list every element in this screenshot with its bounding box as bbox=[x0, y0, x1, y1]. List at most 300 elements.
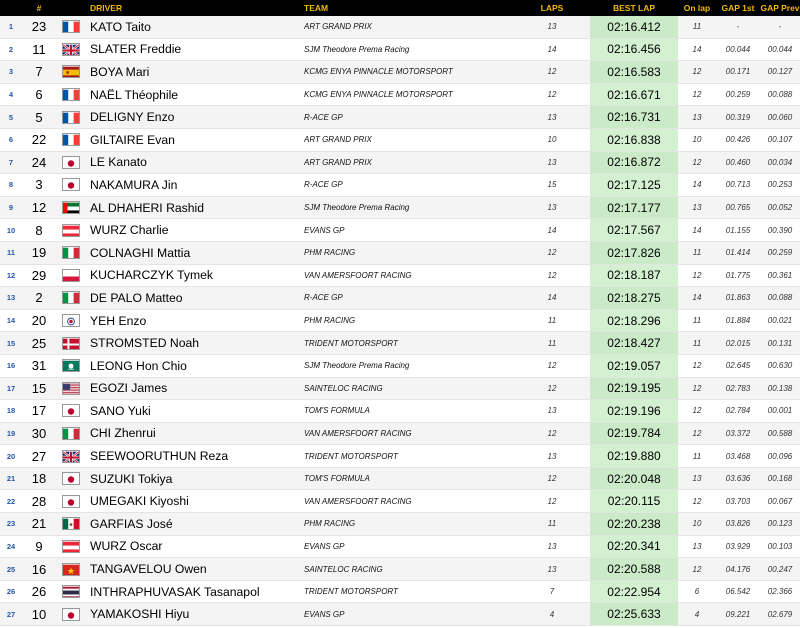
best-lap-cell: 02:19.880 bbox=[590, 445, 678, 467]
position-cell: 23 bbox=[6, 519, 16, 529]
position-cell: 4 bbox=[8, 90, 14, 100]
team-cell: SJM Theodore Prema Racing bbox=[304, 203, 410, 213]
on-lap-cell: 13 bbox=[692, 112, 702, 122]
table-row[interactable] bbox=[0, 265, 800, 288]
gap-prev-cell: 00.021 bbox=[767, 316, 793, 326]
position-cell: 3 bbox=[8, 67, 14, 77]
laps-cell: 11 bbox=[547, 338, 557, 348]
laps-cell: 13 bbox=[547, 22, 557, 32]
gap-prev-cell: 00.067 bbox=[767, 496, 793, 506]
flag-cell bbox=[56, 450, 86, 463]
on-lap-cell: 13 bbox=[692, 474, 702, 484]
gap-first-cell: 00.460 bbox=[725, 157, 751, 167]
on-lap-cell: 12 bbox=[692, 496, 702, 506]
driver-name-cell[interactable]: AL DHAHERI Rashid bbox=[90, 200, 205, 215]
gap-prev-cell: 00.060 bbox=[767, 112, 793, 122]
table-row[interactable] bbox=[0, 310, 800, 333]
italy-flag-icon bbox=[62, 427, 80, 440]
gap-first-cell: 00.713 bbox=[725, 180, 751, 190]
gap-first-cell: 00.426 bbox=[725, 135, 751, 145]
best-lap-cell: 02:18.275 bbox=[590, 287, 678, 309]
on-lap-cell: 11 bbox=[692, 248, 702, 258]
gap-first-cell: 01.863 bbox=[725, 293, 751, 303]
laps-cell: 13 bbox=[547, 541, 557, 551]
flag-cell bbox=[56, 269, 86, 282]
flag-cell bbox=[56, 382, 86, 395]
gap-prev-cell: 00.096 bbox=[767, 451, 793, 461]
driver-name-cell[interactable]: NAËL Théophile bbox=[90, 87, 179, 102]
position-cell: 22 bbox=[6, 496, 16, 506]
team-cell: SJM Theodore Prema Racing bbox=[304, 361, 410, 371]
driver-name-cell[interactable]: LE Kanato bbox=[90, 155, 147, 170]
position-cell: 19 bbox=[6, 428, 16, 438]
car-number-cell: 20 bbox=[31, 313, 47, 329]
driver-name-cell[interactable]: STROMSTED Noah bbox=[90, 336, 200, 351]
laps-cell: 10 bbox=[547, 135, 557, 145]
gap-prev-cell: 00.001 bbox=[767, 406, 793, 416]
on-lap-cell: 10 bbox=[692, 519, 702, 529]
car-number-cell: 30 bbox=[31, 425, 47, 441]
team-cell: VAN AMERSFOORT RACING bbox=[304, 270, 412, 280]
best-lap-cell: 02:17.567 bbox=[590, 219, 678, 241]
driver-name-cell[interactable]: KUCHARCZYK Tymek bbox=[90, 268, 214, 283]
team-cell: SJM Theodore Prema Racing bbox=[304, 44, 410, 54]
table-row[interactable] bbox=[0, 39, 800, 62]
table-header bbox=[0, 0, 800, 16]
driver-name-cell[interactable]: NAKAMURA Jin bbox=[90, 177, 178, 192]
position-cell: 15 bbox=[6, 338, 16, 348]
position-cell: 20 bbox=[6, 451, 16, 461]
gap-prev-cell: 00.588 bbox=[767, 428, 793, 438]
position-cell: 14 bbox=[6, 316, 16, 326]
position-cell: 7 bbox=[8, 157, 14, 167]
italy-flag-icon bbox=[62, 246, 80, 259]
best-lap-cell: 02:18.187 bbox=[590, 265, 678, 287]
car-number-cell: 8 bbox=[35, 222, 43, 238]
table-row[interactable] bbox=[0, 174, 800, 197]
gap-first-cell: 00.044 bbox=[725, 44, 751, 54]
car-number-cell: 15 bbox=[31, 380, 47, 396]
team-cell: VAN AMERSFOORT RACING bbox=[304, 428, 412, 438]
laps-cell: 7 bbox=[549, 587, 555, 597]
gap-first-cell: 00.765 bbox=[725, 203, 751, 213]
header-team[interactable]: TEAM bbox=[304, 3, 329, 13]
gap-first-cell: 01.155 bbox=[725, 225, 751, 235]
on-lap-cell: 12 bbox=[692, 428, 702, 438]
best-lap-cell: 02:17.125 bbox=[590, 174, 678, 196]
table-row[interactable] bbox=[0, 84, 800, 107]
on-lap-cell: 12 bbox=[692, 564, 702, 574]
table-row[interactable] bbox=[0, 378, 800, 401]
header-driver[interactable]: DRIVER bbox=[90, 3, 123, 13]
car-number-cell: 3 bbox=[35, 177, 43, 193]
laps-cell: 13 bbox=[547, 451, 557, 461]
on-lap-cell: 13 bbox=[692, 203, 702, 213]
gap-prev-cell: 00.088 bbox=[767, 293, 793, 303]
gap-first-cell: 03.703 bbox=[725, 496, 751, 506]
flag-cell bbox=[56, 472, 86, 485]
on-lap-cell: 12 bbox=[692, 383, 702, 393]
best-lap-cell: 02:20.115 bbox=[590, 490, 678, 512]
position-cell: 13 bbox=[6, 293, 16, 303]
laps-cell: 4 bbox=[549, 609, 555, 619]
team-cell: EVANS GP bbox=[304, 609, 345, 619]
on-lap-cell: 12 bbox=[692, 406, 702, 416]
best-lap-cell: 02:19.057 bbox=[590, 355, 678, 377]
position-cell: 11 bbox=[7, 248, 15, 258]
best-lap-cell: 02:16.412 bbox=[590, 16, 678, 38]
car-number-cell: 28 bbox=[31, 493, 47, 509]
driver-name-cell[interactable]: WURZ Oscar bbox=[90, 539, 163, 554]
gap-first-cell: 00.319 bbox=[725, 112, 751, 122]
usa-flag-icon bbox=[62, 382, 80, 395]
laps-cell: 14 bbox=[547, 293, 557, 303]
position-cell: 2 bbox=[8, 44, 14, 54]
car-number-cell: 31 bbox=[31, 358, 47, 374]
laps-cell: 13 bbox=[547, 112, 557, 122]
car-number-cell: 21 bbox=[31, 516, 47, 532]
italy-flag-icon bbox=[62, 291, 80, 304]
gap-prev-cell: 02.679 bbox=[767, 609, 793, 619]
table-row[interactable] bbox=[0, 332, 800, 355]
on-lap-cell: 11 bbox=[692, 338, 702, 348]
best-lap-cell: 02:19.784 bbox=[590, 423, 678, 445]
france-flag-icon bbox=[62, 88, 80, 101]
driver-name-cell[interactable]: SANO Yuki bbox=[90, 403, 151, 418]
flag-cell bbox=[56, 563, 86, 576]
best-lap-cell: 02:20.341 bbox=[590, 536, 678, 558]
table-row[interactable] bbox=[0, 129, 800, 152]
gap-first-cell: 04.176 bbox=[725, 564, 751, 574]
driver-name-cell[interactable]: BOYA Mari bbox=[90, 64, 150, 79]
position-cell: 17 bbox=[6, 383, 16, 393]
gap-first-cell: 02.784 bbox=[725, 406, 751, 416]
flag-cell bbox=[56, 224, 86, 237]
team-cell: TOM'S FORMULA bbox=[304, 474, 370, 484]
laps-cell: 15 bbox=[547, 180, 557, 190]
car-number-cell: 12 bbox=[31, 200, 47, 216]
position-cell: 6 bbox=[8, 135, 14, 145]
driver-name-cell[interactable]: UMEGAKI Kiyoshi bbox=[90, 494, 189, 509]
position-cell: 25 bbox=[6, 564, 16, 574]
gap-prev-cell: 02.366 bbox=[767, 587, 793, 597]
on-lap-cell: 14 bbox=[692, 225, 702, 235]
best-lap-cell: 02:19.196 bbox=[590, 400, 678, 422]
gap-first-cell: 02.015 bbox=[725, 338, 751, 348]
position-cell: 8 bbox=[8, 180, 14, 190]
best-lap-cell: 02:16.583 bbox=[590, 61, 678, 83]
flag-cell bbox=[56, 178, 86, 191]
laps-cell: 12 bbox=[547, 90, 557, 100]
flag-cell bbox=[56, 156, 86, 169]
team-cell: TRIDENT MOTORSPORT bbox=[304, 451, 398, 461]
position-cell: 21 bbox=[6, 474, 16, 484]
flag-cell bbox=[56, 359, 86, 372]
car-number-cell: 10 bbox=[31, 606, 47, 622]
on-lap-cell: 6 bbox=[694, 587, 700, 597]
flag-cell bbox=[56, 427, 86, 440]
car-number-cell: 27 bbox=[31, 448, 47, 464]
team-cell: ART GRAND PRIX bbox=[304, 135, 372, 145]
car-number-cell: 11 bbox=[32, 41, 46, 57]
team-cell: KCMG ENYA PINNACLE MOTORSPORT bbox=[304, 67, 453, 77]
table-row[interactable] bbox=[0, 106, 800, 129]
driver-name-cell[interactable]: CHI Zhenrui bbox=[90, 426, 156, 441]
car-number-cell: 7 bbox=[35, 64, 43, 80]
on-lap-cell: 13 bbox=[692, 541, 702, 551]
driver-name-cell[interactable]: DELIGNY Enzo bbox=[90, 110, 175, 125]
laps-cell: 14 bbox=[547, 225, 557, 235]
best-lap-cell: 02:19.195 bbox=[590, 378, 678, 400]
car-number-cell: 18 bbox=[31, 471, 47, 487]
japan-flag-icon bbox=[62, 156, 80, 169]
team-cell: PHM RACING bbox=[304, 316, 356, 326]
gap-first-cell: 02.783 bbox=[725, 383, 751, 393]
on-lap-cell: 11 bbox=[692, 451, 702, 461]
japan-flag-icon bbox=[62, 608, 80, 621]
best-lap-cell: 02:17.177 bbox=[590, 197, 678, 219]
austria-flag-icon bbox=[62, 224, 80, 237]
header-best-lap[interactable]: BEST LAP bbox=[590, 0, 678, 16]
gap-prev-cell: 00.044 bbox=[767, 44, 793, 54]
japan-flag-icon bbox=[62, 404, 80, 417]
flag-cell bbox=[56, 201, 86, 214]
laps-cell: 13 bbox=[547, 406, 557, 416]
table-row[interactable] bbox=[0, 242, 800, 265]
position-cell: 16 bbox=[6, 361, 16, 371]
flag-cell bbox=[56, 404, 86, 417]
vietnam-flag-icon bbox=[62, 563, 80, 576]
best-lap-cell: 02:22.954 bbox=[590, 581, 678, 603]
gap-first-cell: 03.929 bbox=[725, 541, 751, 551]
team-cell: PHM RACING bbox=[304, 248, 356, 258]
gap-prev-cell: 00.088 bbox=[767, 90, 793, 100]
on-lap-cell: 12 bbox=[692, 361, 702, 371]
spain-flag-icon bbox=[62, 65, 80, 78]
flag-cell bbox=[56, 111, 86, 124]
gap-first-cell: 03.636 bbox=[725, 474, 751, 484]
table-row[interactable] bbox=[0, 581, 800, 604]
table-row[interactable] bbox=[0, 152, 800, 175]
france-flag-icon bbox=[62, 20, 80, 33]
gap-prev-cell: 00.131 bbox=[767, 338, 793, 348]
gap-prev-cell: 00.361 bbox=[767, 270, 793, 280]
gap-prev-cell: 00.247 bbox=[767, 564, 793, 574]
laps-cell: 12 bbox=[547, 474, 557, 484]
car-number-cell: 24 bbox=[31, 154, 47, 170]
team-cell: SAINTELOC RACING bbox=[304, 383, 383, 393]
team-cell: SAINTELOC RACING bbox=[304, 564, 383, 574]
driver-name-cell[interactable]: INTHRAPHUVASAK Tasanapol bbox=[90, 584, 260, 599]
on-lap-cell: 14 bbox=[692, 44, 702, 54]
flag-cell bbox=[56, 314, 86, 327]
table-row[interactable] bbox=[0, 468, 800, 491]
laps-cell: 12 bbox=[547, 361, 557, 371]
table-row[interactable] bbox=[0, 287, 800, 310]
team-cell: VAN AMERSFOORT RACING bbox=[304, 496, 412, 506]
team-cell: PHM RACING bbox=[304, 519, 356, 529]
driver-name-cell[interactable]: COLNAGHI Mattia bbox=[90, 245, 191, 260]
gap-prev-cell: 00.630 bbox=[767, 361, 793, 371]
best-lap-cell: 02:20.048 bbox=[590, 468, 678, 490]
gap-prev-cell: 00.034 bbox=[767, 157, 793, 167]
laps-cell: 12 bbox=[547, 270, 557, 280]
flag-cell bbox=[56, 540, 86, 553]
driver-name-cell[interactable]: EGOZI James bbox=[90, 381, 168, 396]
flag-cell bbox=[56, 43, 86, 56]
header-gap-first[interactable]: GAP 1st bbox=[721, 3, 755, 13]
flag-cell bbox=[56, 337, 86, 350]
laps-cell: 12 bbox=[547, 67, 557, 77]
on-lap-cell: 12 bbox=[692, 67, 702, 77]
gap-first-cell: 03.468 bbox=[725, 451, 751, 461]
laps-cell: 11 bbox=[547, 519, 557, 529]
car-number-cell: 22 bbox=[31, 132, 47, 148]
table-row[interactable] bbox=[0, 423, 800, 446]
driver-name-cell[interactable]: KATO Taito bbox=[90, 19, 151, 34]
driver-name-cell[interactable]: WURZ Charlie bbox=[90, 223, 169, 238]
laps-cell: 13 bbox=[547, 157, 557, 167]
team-cell: TOM'S FORMULA bbox=[304, 406, 370, 416]
on-lap-cell: 12 bbox=[692, 90, 702, 100]
car-number-cell: 29 bbox=[31, 267, 47, 283]
car-number-cell: 2 bbox=[35, 290, 43, 306]
team-cell: EVANS GP bbox=[304, 225, 345, 235]
flag-cell bbox=[56, 291, 86, 304]
table-row[interactable] bbox=[0, 61, 800, 84]
gap-first-cell: 06.542 bbox=[725, 587, 751, 597]
position-cell: 24 bbox=[6, 541, 16, 551]
gap-first-cell: 03.372 bbox=[725, 428, 751, 438]
gap-prev-cell: 00.107 bbox=[767, 135, 793, 145]
table-row[interactable] bbox=[0, 603, 800, 626]
table-row[interactable] bbox=[0, 16, 800, 39]
driver-name-cell[interactable]: SEEWOORUTHUN Reza bbox=[90, 449, 229, 464]
france-flag-icon bbox=[62, 133, 80, 146]
france-flag-icon bbox=[62, 111, 80, 124]
team-cell: EVANS GP bbox=[304, 541, 345, 551]
flag-cell bbox=[56, 20, 86, 33]
gap-prev-cell: - bbox=[778, 22, 782, 32]
best-lap-cell: 02:16.872 bbox=[590, 152, 678, 174]
japan-flag-icon bbox=[62, 495, 80, 508]
table-row[interactable] bbox=[0, 355, 800, 378]
austria-flag-icon bbox=[62, 540, 80, 553]
car-number-cell: 17 bbox=[31, 403, 47, 419]
table-row[interactable] bbox=[0, 219, 800, 242]
table-row[interactable] bbox=[0, 490, 800, 513]
driver-name-cell[interactable]: YEH Enzo bbox=[90, 313, 147, 328]
table-row[interactable] bbox=[0, 197, 800, 220]
gap-prev-cell: 00.390 bbox=[767, 225, 793, 235]
gap-prev-cell: 00.127 bbox=[767, 67, 793, 77]
header-number[interactable]: # bbox=[36, 3, 42, 13]
header-on-lap[interactable]: On lap bbox=[683, 3, 711, 13]
gap-first-cell: 01.884 bbox=[725, 316, 751, 326]
best-lap-cell: 02:16.731 bbox=[590, 106, 678, 128]
uae-flag-icon bbox=[62, 201, 80, 214]
table-row[interactable] bbox=[0, 513, 800, 536]
best-lap-cell: 02:18.427 bbox=[590, 332, 678, 354]
car-number-cell: 19 bbox=[31, 245, 47, 261]
driver-name-cell[interactable]: LEONG Hon Chio bbox=[90, 358, 187, 373]
poland-flag-icon bbox=[62, 269, 80, 282]
on-lap-cell: 12 bbox=[692, 270, 702, 280]
header-laps[interactable]: LAPS bbox=[540, 3, 564, 13]
laps-cell: 12 bbox=[547, 496, 557, 506]
flag-cell bbox=[56, 88, 86, 101]
best-lap-cell: 02:20.588 bbox=[590, 558, 678, 580]
table-row[interactable] bbox=[0, 400, 800, 423]
gap-prev-cell: 00.138 bbox=[767, 383, 793, 393]
driver-name-cell[interactable]: GILTAIRE Evan bbox=[90, 132, 175, 147]
laps-cell: 12 bbox=[547, 248, 557, 258]
team-cell: R-ACE GP bbox=[304, 180, 343, 190]
flag-cell bbox=[56, 495, 86, 508]
flag-cell bbox=[56, 517, 86, 530]
flag-cell bbox=[56, 608, 86, 621]
table-row[interactable] bbox=[0, 558, 800, 581]
position-cell: 1 bbox=[8, 22, 14, 32]
table-row[interactable] bbox=[0, 445, 800, 468]
driver-name-cell[interactable]: DE PALO Matteo bbox=[90, 290, 183, 305]
driver-name-cell[interactable]: SUZUKI Tokiya bbox=[90, 471, 173, 486]
driver-name-cell[interactable]: YAMAKOSHI Hiyu bbox=[90, 607, 190, 622]
table-row[interactable] bbox=[0, 536, 800, 559]
team-cell: ART GRAND PRIX bbox=[304, 157, 372, 167]
header-gap-prev[interactable]: GAP Prev bbox=[760, 3, 800, 13]
gap-prev-cell: 00.103 bbox=[767, 541, 793, 551]
car-number-cell: 25 bbox=[31, 335, 47, 351]
on-lap-cell: 14 bbox=[692, 180, 702, 190]
car-number-cell: 23 bbox=[31, 19, 47, 35]
best-lap-cell: 02:17.826 bbox=[590, 242, 678, 264]
on-lap-cell: 4 bbox=[694, 609, 700, 619]
laps-cell: 14 bbox=[547, 44, 557, 54]
uk-flag-icon bbox=[62, 43, 80, 56]
gap-first-cell: 00.259 bbox=[725, 90, 751, 100]
team-cell: TRIDENT MOTORSPORT bbox=[304, 338, 398, 348]
car-number-cell: 6 bbox=[35, 87, 43, 103]
gap-first-cell: - bbox=[736, 22, 740, 32]
team-cell: R-ACE GP bbox=[304, 112, 343, 122]
best-lap-cell: 02:16.456 bbox=[590, 39, 678, 61]
best-lap-cell: 02:16.838 bbox=[590, 129, 678, 151]
flag-cell bbox=[56, 65, 86, 78]
gap-first-cell: 09.221 bbox=[725, 609, 751, 619]
gap-prev-cell: 00.123 bbox=[767, 519, 793, 529]
car-number-cell: 5 bbox=[35, 109, 43, 125]
team-cell: R-ACE GP bbox=[304, 293, 343, 303]
driver-name-cell[interactable]: GARFIAS José bbox=[90, 516, 173, 531]
car-number-cell: 9 bbox=[35, 538, 43, 554]
best-lap-cell: 02:25.633 bbox=[590, 603, 678, 625]
team-cell: KCMG ENYA PINNACLE MOTORSPORT bbox=[304, 90, 453, 100]
driver-name-cell[interactable]: TANGAVELOU Owen bbox=[90, 562, 207, 577]
best-lap-cell: 02:18.296 bbox=[590, 310, 678, 332]
best-lap-cell: 02:20.238 bbox=[590, 513, 678, 535]
denmark-flag-icon bbox=[62, 337, 80, 350]
driver-name-cell[interactable]: SLATER Freddie bbox=[90, 42, 182, 57]
position-cell: 9 bbox=[8, 203, 14, 213]
on-lap-cell: 10 bbox=[692, 135, 702, 145]
gap-prev-cell: 00.052 bbox=[767, 203, 793, 213]
table-body bbox=[0, 16, 800, 626]
gap-first-cell: 00.171 bbox=[725, 67, 751, 77]
on-lap-cell: 11 bbox=[692, 22, 702, 32]
best-lap-cell: 02:16.671 bbox=[590, 84, 678, 106]
thailand-flag-icon bbox=[62, 585, 80, 598]
